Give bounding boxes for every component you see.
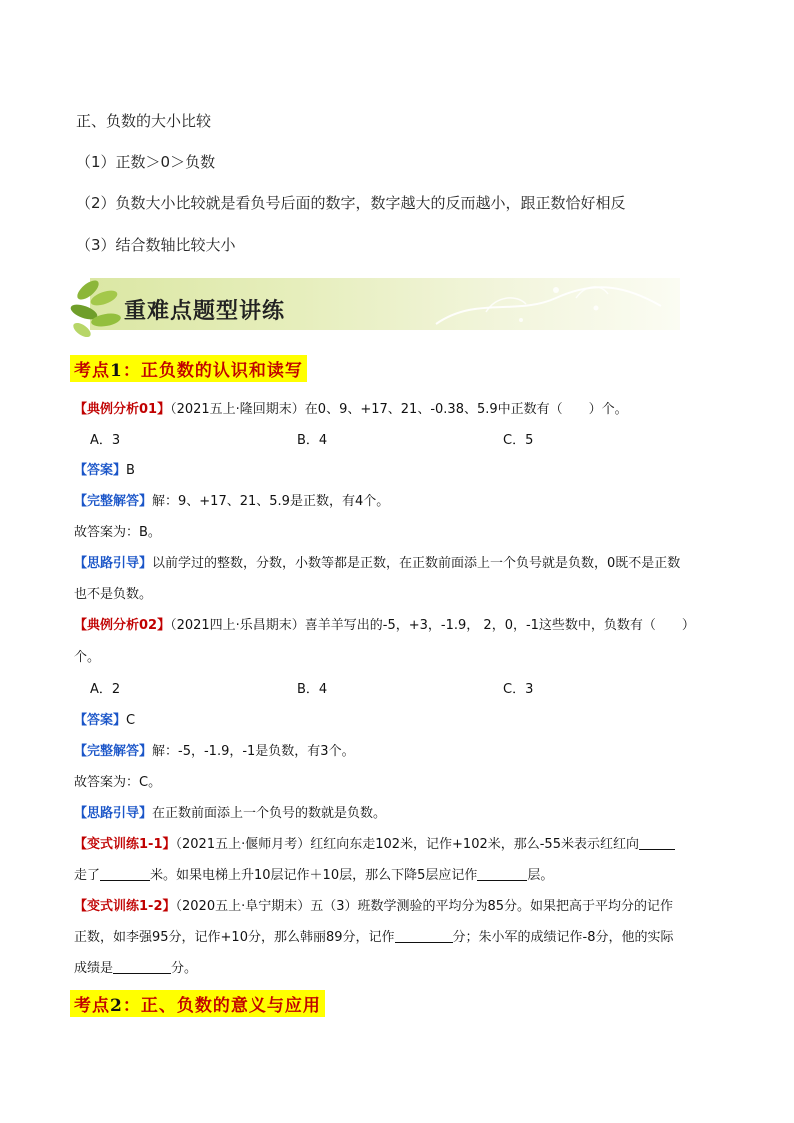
option-c: C．3: [503, 682, 534, 697]
training-tag: 【变式训练1-1】: [74, 837, 176, 852]
training-text: 米。如果电梯上升10层记作＋10层，那么下降5层应记作: [150, 868, 478, 883]
example-2-conclusion: 故答案为：C。: [74, 775, 162, 790]
training-1-2: [74, 895, 673, 914]
training-text: 分；朱小军的成绩记作-8分，他的实际: [452, 930, 674, 945]
training-text: 走了: [74, 868, 101, 883]
solution-tag: 【完整解答】: [74, 744, 153, 759]
example-2-hint: [74, 802, 386, 821]
example-1-answer: [74, 459, 135, 478]
option-a: A．2: [90, 682, 121, 697]
kaodian-label: 考点: [74, 361, 110, 381]
option-a: A．3: [90, 433, 121, 448]
example-text: （2021五上·隆回期末）在0、9、+17、21、-0.38、5.9中正数有（ ）个。: [170, 402, 628, 417]
solution-text: 解：9、+17、21、5.9是正数，有4个。: [152, 494, 390, 509]
answer-tag: 【答案】: [74, 713, 127, 728]
hint-text: 在正数前面添上一个负号的数就是负数。: [152, 806, 387, 821]
answer-blank[interactable]: [113, 961, 171, 974]
example-1-hint: [74, 552, 680, 571]
answer-value: C: [126, 713, 136, 728]
training-1-2-cont: [74, 926, 674, 945]
example-1-solution: [74, 490, 389, 509]
answer-tag: 【答案】: [74, 463, 127, 478]
training-text: 层。: [527, 868, 554, 883]
example-tag: 【典例分析01】: [74, 402, 171, 417]
answer-blank[interactable]: [639, 837, 675, 850]
solution-tag: 【完整解答】: [74, 494, 153, 509]
hint-tag: 【思路引导】: [74, 556, 153, 571]
example-2-answer: [74, 709, 135, 728]
training-1-2-cont2: [74, 957, 197, 976]
kaodian-label: 考点: [74, 996, 110, 1016]
intro-title: 正、负数的大小比较: [76, 112, 212, 130]
kaodian-1-heading: [70, 355, 307, 382]
example-2-solution: [74, 740, 355, 759]
option-b: B．4: [297, 433, 328, 448]
training-tag: 【变式训练1-2】: [74, 899, 176, 914]
hint-text: 以前学过的整数，分数，小数等都是正数，在正数前面添上一个负号就是负数，0既不是正数: [152, 556, 681, 571]
kaodian-title: ：正负数的认识和读写: [122, 361, 303, 381]
example-2-question-cont: 个。: [74, 650, 101, 665]
example-2-question: [74, 614, 695, 633]
kaodian-2-heading: [70, 990, 325, 1017]
example-1-question: [74, 398, 628, 417]
example-1-hint-cont: 也不是负数。: [74, 587, 153, 602]
example-tag: 【典例分析02】: [74, 618, 171, 633]
hint-tag: 【思路引导】: [74, 806, 153, 821]
training-1-1-cont: [74, 864, 553, 883]
answer-blank[interactable]: [100, 868, 150, 881]
option-c: C．5: [503, 433, 534, 448]
intro-point-3: （3）结合数轴比较大小: [76, 236, 236, 254]
section-banner: [66, 268, 680, 340]
answer-blank[interactable]: [395, 930, 453, 943]
vine-decoration-icon: [426, 276, 666, 332]
kaodian-title: ：正、负数的意义与应用: [122, 996, 321, 1016]
solution-text: 解：-5，-1.9，-1是负数，有3个。: [152, 744, 355, 759]
training-text: 正数，如李强95分，记作+10分，那么韩丽89分，记作: [74, 930, 395, 945]
banner-title: 重难点题型讲练: [124, 299, 286, 324]
answer-value: B: [126, 463, 135, 478]
training-1-1: [74, 833, 675, 852]
option-b: B．4: [297, 682, 328, 697]
training-text: 成绩是: [74, 961, 114, 976]
training-text: 分。: [171, 961, 198, 976]
kaodian-number: 1: [110, 361, 123, 381]
kaodian-number: 2: [110, 996, 123, 1016]
intro-point-2: （2）负数大小比较就是看负号后面的数字，数字越大的反而越小，跟正数恰好相反: [76, 194, 626, 212]
training-text: （2020五上·阜宁期末）五（3）班数学测验的平均分为85分。如果把高于平均分的记作: [175, 899, 674, 914]
training-text: （2021五上·偃师月考）红红向东走102米，记作+102米，那么-55米表示红红向: [175, 837, 639, 852]
example-text: （2021四上·乐昌期末）喜羊羊写出的-5，+3，-1.9， 2，0，-1这些数中，负数有（ ）: [170, 618, 695, 633]
answer-blank[interactable]: [477, 868, 527, 881]
intro-point-1: （1）正数＞0＞负数: [76, 153, 216, 171]
example-1-conclusion: 故答案为：B。: [74, 525, 161, 540]
